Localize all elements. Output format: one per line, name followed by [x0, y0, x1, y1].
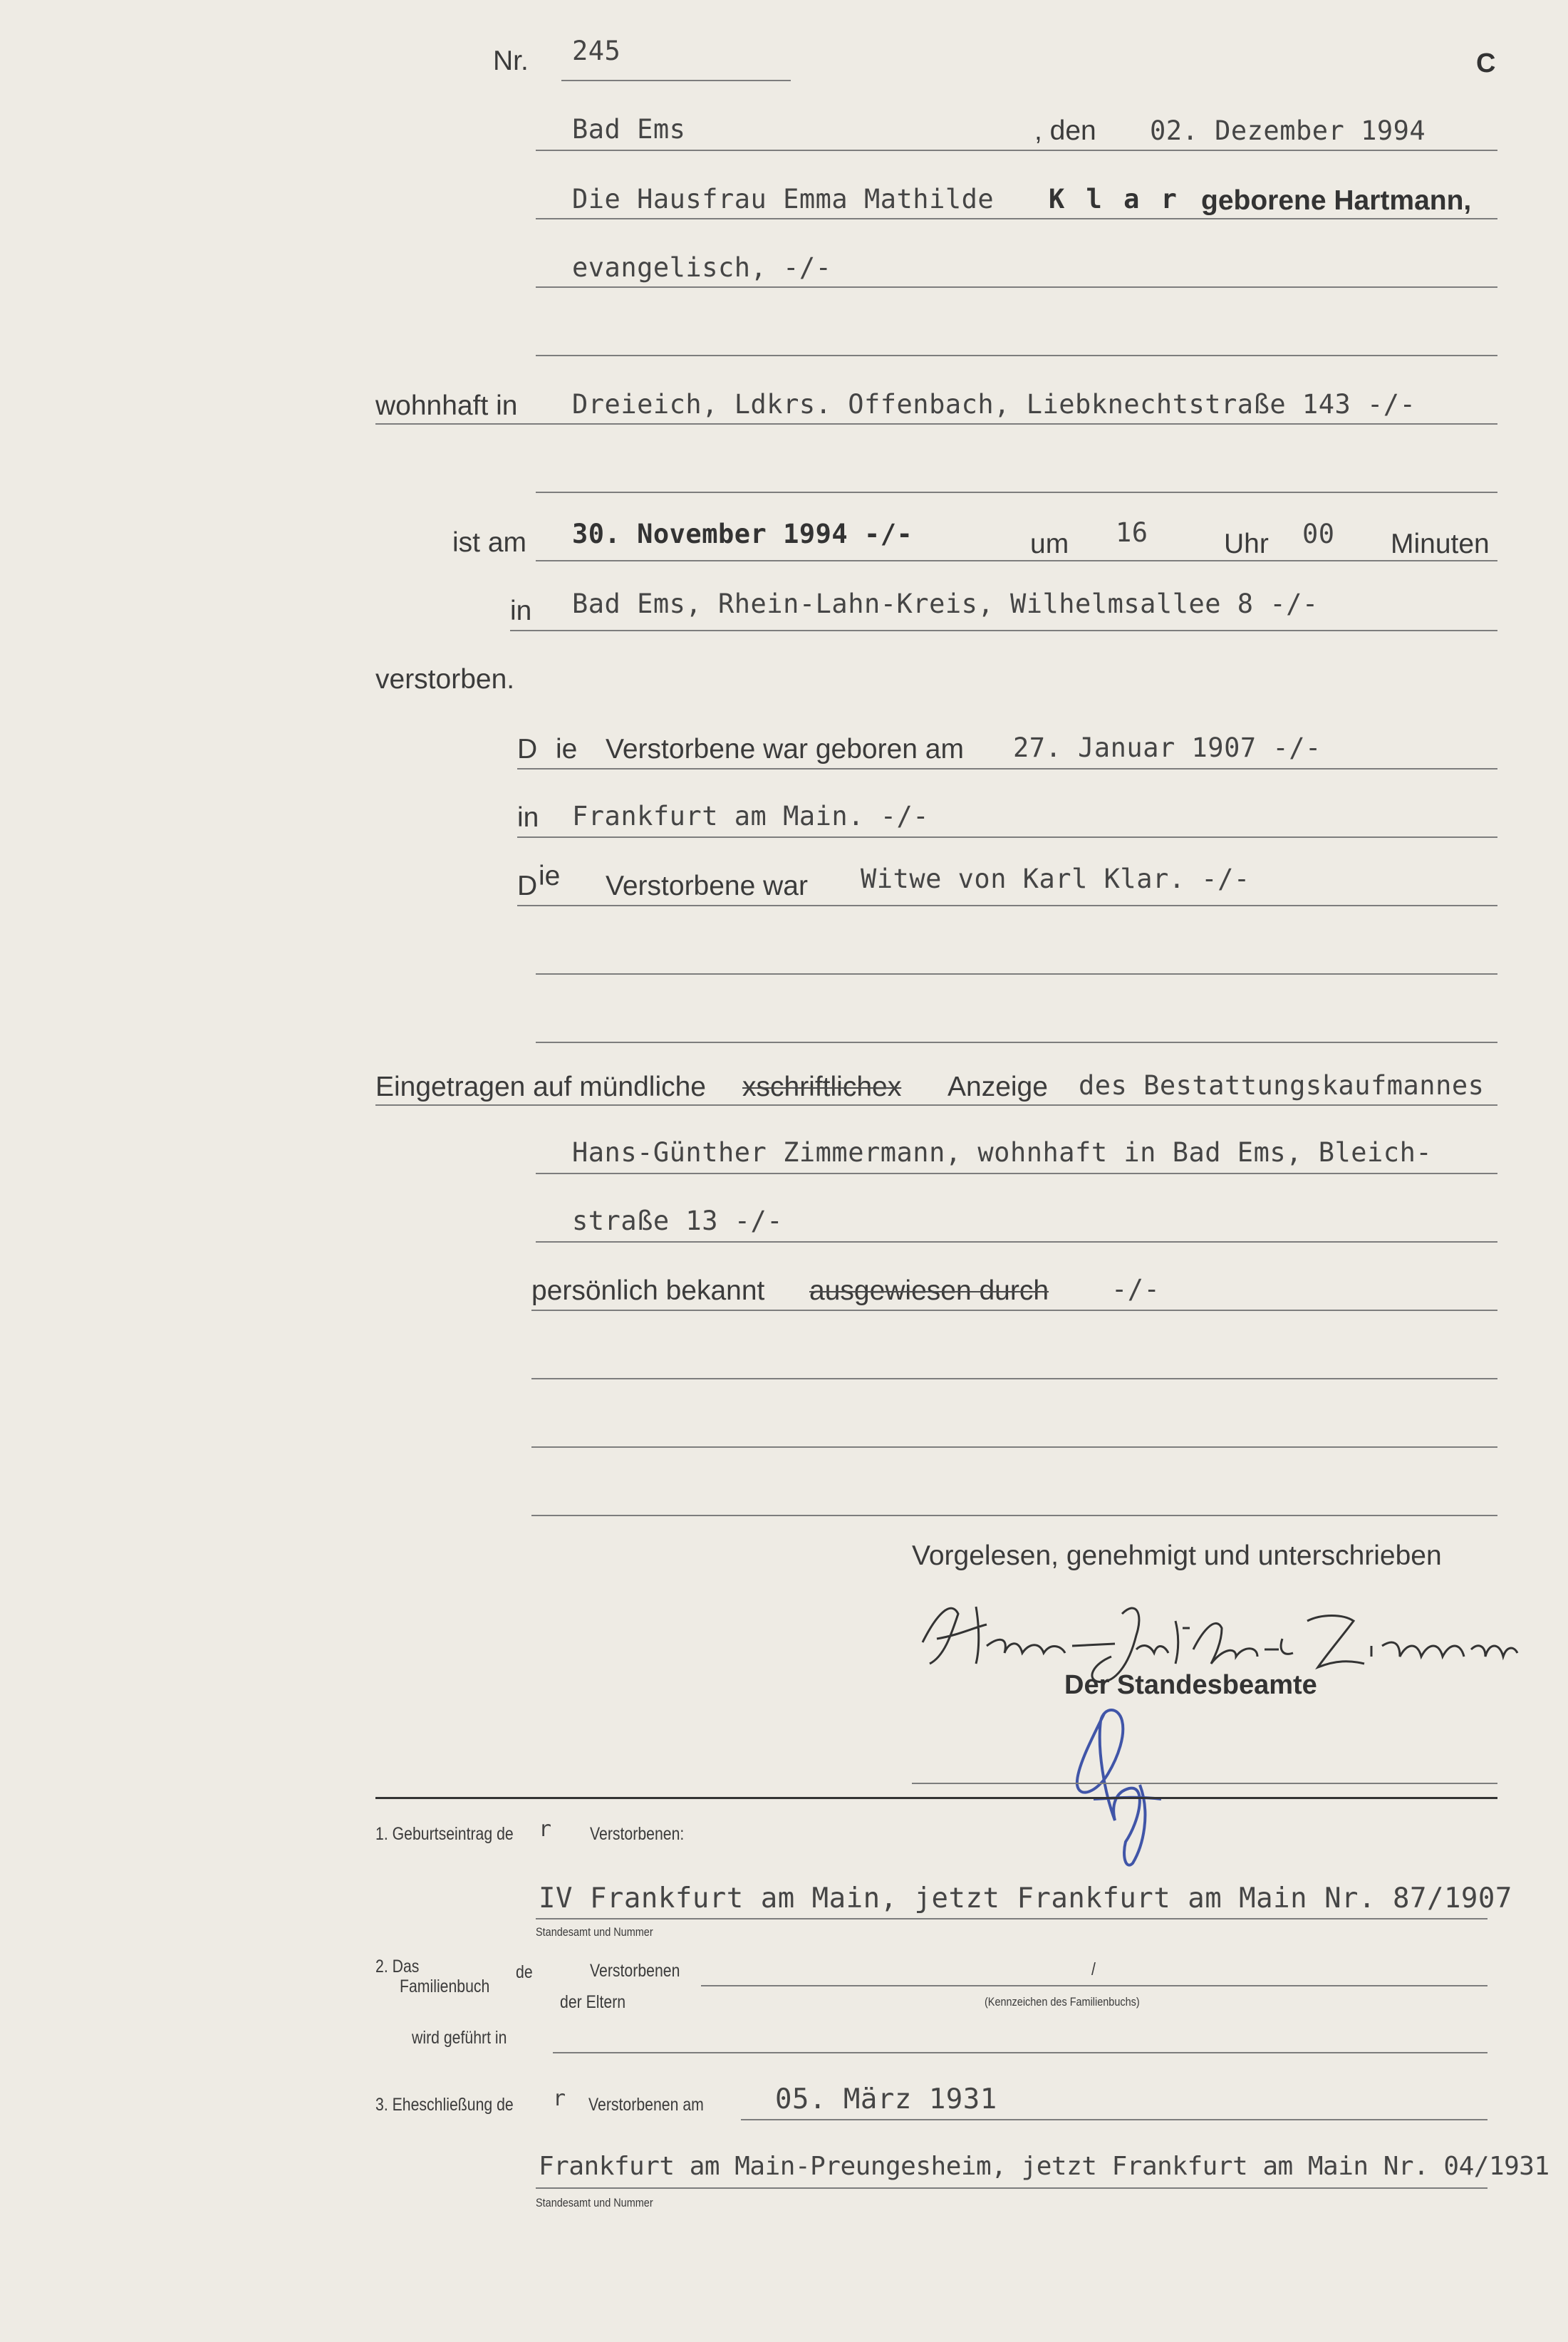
birth-prefix-ie: ie — [556, 734, 578, 765]
uhr-label: Uhr — [1224, 529, 1269, 559]
birth-place-line — [517, 836, 1497, 838]
um-label: um — [1030, 529, 1069, 559]
note-2-option-parents: der Eltern — [560, 1992, 626, 2012]
note-3-suffix: r — [553, 2086, 566, 2111]
birth-prefix-d: D — [517, 734, 538, 765]
note-2-option-deceased: Verstorbenen — [590, 1961, 680, 1981]
blank-line-6 — [531, 1446, 1497, 1448]
registry-date: 02. Dezember 1994 — [1150, 115, 1426, 146]
note-1-value: IV Frankfurt am Main, jetzt Frankfurt am Main Nr. 87/1907 — [539, 1882, 1512, 1914]
note-2-caption: (Kennzeichen des Familienbuchs) — [985, 1995, 1140, 2009]
deceased-description: Die Hausfrau Emma Mathilde — [572, 184, 995, 214]
death-place: Bad Ems, Rhein-Lahn-Kreis, Wilhelmsallee 8 -/- — [572, 589, 1319, 619]
registration-line-2 — [536, 1173, 1497, 1174]
note-1-label-end: Verstorbenen: — [590, 1824, 685, 1844]
note-1-label: 1. Geburtseintrag de — [375, 1824, 514, 1844]
birth-date: 27. Januar 1907 -/- — [1013, 732, 1322, 763]
note-3-date-line — [741, 2119, 1487, 2120]
marital-prefix-ie: ie — [539, 861, 561, 891]
blank-line-5 — [531, 1378, 1497, 1379]
note-2-fuehrt-line — [553, 2052, 1487, 2053]
den-label: , den — [1034, 115, 1096, 146]
death-time-line — [536, 560, 1497, 561]
minuten-label: Minuten — [1391, 529, 1490, 559]
footnote-separator — [375, 1797, 1497, 1799]
ist-am-label: ist am — [452, 527, 527, 558]
copy-letter: C — [1476, 48, 1496, 78]
note-1-line — [536, 1918, 1487, 1919]
marital-value: Witwe von Karl Klar. -/- — [861, 864, 1250, 894]
registrar-signature — [1061, 1692, 1168, 1877]
birth-date-line — [517, 768, 1497, 770]
note-2-fuehrt: wird geführt in — [412, 2028, 507, 2048]
registration-anzeige-label: Anzeige — [947, 1072, 1048, 1102]
closing-statement: Vorgelesen, genehmigt und unterschrieben — [912, 1540, 1442, 1571]
known-mark: -/- — [1111, 1274, 1161, 1305]
blank-line-4 — [536, 1042, 1497, 1043]
note-2-label-a: 2. Das — [375, 1957, 420, 1976]
registration-line-3 — [536, 1241, 1497, 1243]
blank-line-2 — [536, 492, 1497, 493]
birth-in-label: in — [517, 802, 539, 833]
note-3-line — [536, 2187, 1487, 2189]
blank-line-7 — [531, 1515, 1497, 1516]
registrar-signature-line — [912, 1783, 1497, 1784]
residence-label: wohnhaft in — [375, 390, 518, 421]
note-3-label-end: Verstorbenen am — [588, 2095, 704, 2115]
deceased-residence: Dreieich, Ldkrs. Offenbach, Liebknechtstraße 143 -/- — [572, 389, 1416, 420]
death-place-line — [510, 630, 1497, 631]
death-in-label: in — [510, 596, 532, 626]
marital-line — [517, 905, 1497, 906]
known-label: persönlich bekannt — [531, 1275, 765, 1306]
marital-label: Verstorbene war — [606, 871, 808, 901]
residence-line — [375, 423, 1497, 425]
note-2-label-b: Familienbuch — [400, 1976, 490, 1996]
nr-label: Nr. — [493, 46, 529, 76]
known-line — [531, 1310, 1497, 1311]
informant-line-2: Hans-Günther Zimmermann, wohnhaft in Bad Ems, Bleich- — [572, 1137, 1433, 1168]
informant-line-1: des Bestattungskaufmannes — [1079, 1070, 1485, 1101]
death-minutes: 00 — [1302, 519, 1335, 549]
registration-label: Eingetragen auf mündliche — [375, 1072, 706, 1102]
deceased-birth-name: geborene Hartmann, — [1201, 185, 1472, 216]
religion-line — [536, 286, 1497, 288]
deceased-religion: evangelisch, -/- — [572, 252, 832, 283]
note-3-label: 3. Eheschließung de — [375, 2095, 514, 2115]
registrar-label: Der Standesbeamte — [1064, 1670, 1317, 1700]
place-date-line — [536, 150, 1497, 151]
note-2-de: de — [516, 1962, 533, 1982]
nr-underline — [561, 80, 791, 81]
note-1-suffix: r — [539, 1817, 552, 1842]
birth-label: Verstorbene war geboren am — [606, 734, 964, 765]
blank-line-3 — [536, 973, 1497, 975]
deceased-surname: K l a r — [1049, 184, 1180, 214]
description-line — [536, 218, 1497, 219]
blank-line-1 — [536, 355, 1497, 356]
nr-value: 245 — [572, 36, 621, 66]
informant-line-3: straße 13 -/- — [572, 1206, 784, 1236]
note-3-caption: Standesamt und Nummer — [536, 2196, 653, 2209]
registry-place: Bad Ems — [572, 114, 686, 145]
birth-place: Frankfurt am Main. -/- — [572, 801, 930, 831]
registration-line-1 — [375, 1104, 1497, 1106]
death-date: 30. November 1994 -/- — [572, 519, 913, 549]
note-3-date: 05. März 1931 — [775, 2083, 997, 2115]
note-1-caption: Standesamt und Nummer — [536, 1925, 653, 1939]
note-3-value: Frankfurt am Main-Preungesheim, jetzt Frankfurt am Main Nr. 04/1931 — [539, 2152, 1549, 2181]
registration-struck-written: xschriftlichex — [742, 1072, 902, 1102]
note-2-slash: / — [1091, 1959, 1096, 1979]
death-hour: 16 — [1116, 517, 1148, 548]
note-2-line — [701, 1985, 1487, 1986]
marital-prefix-d: D — [517, 871, 538, 901]
verstorben-label: verstorben. — [375, 664, 515, 695]
known-struck: ausgewiesen durch — [809, 1275, 1049, 1306]
